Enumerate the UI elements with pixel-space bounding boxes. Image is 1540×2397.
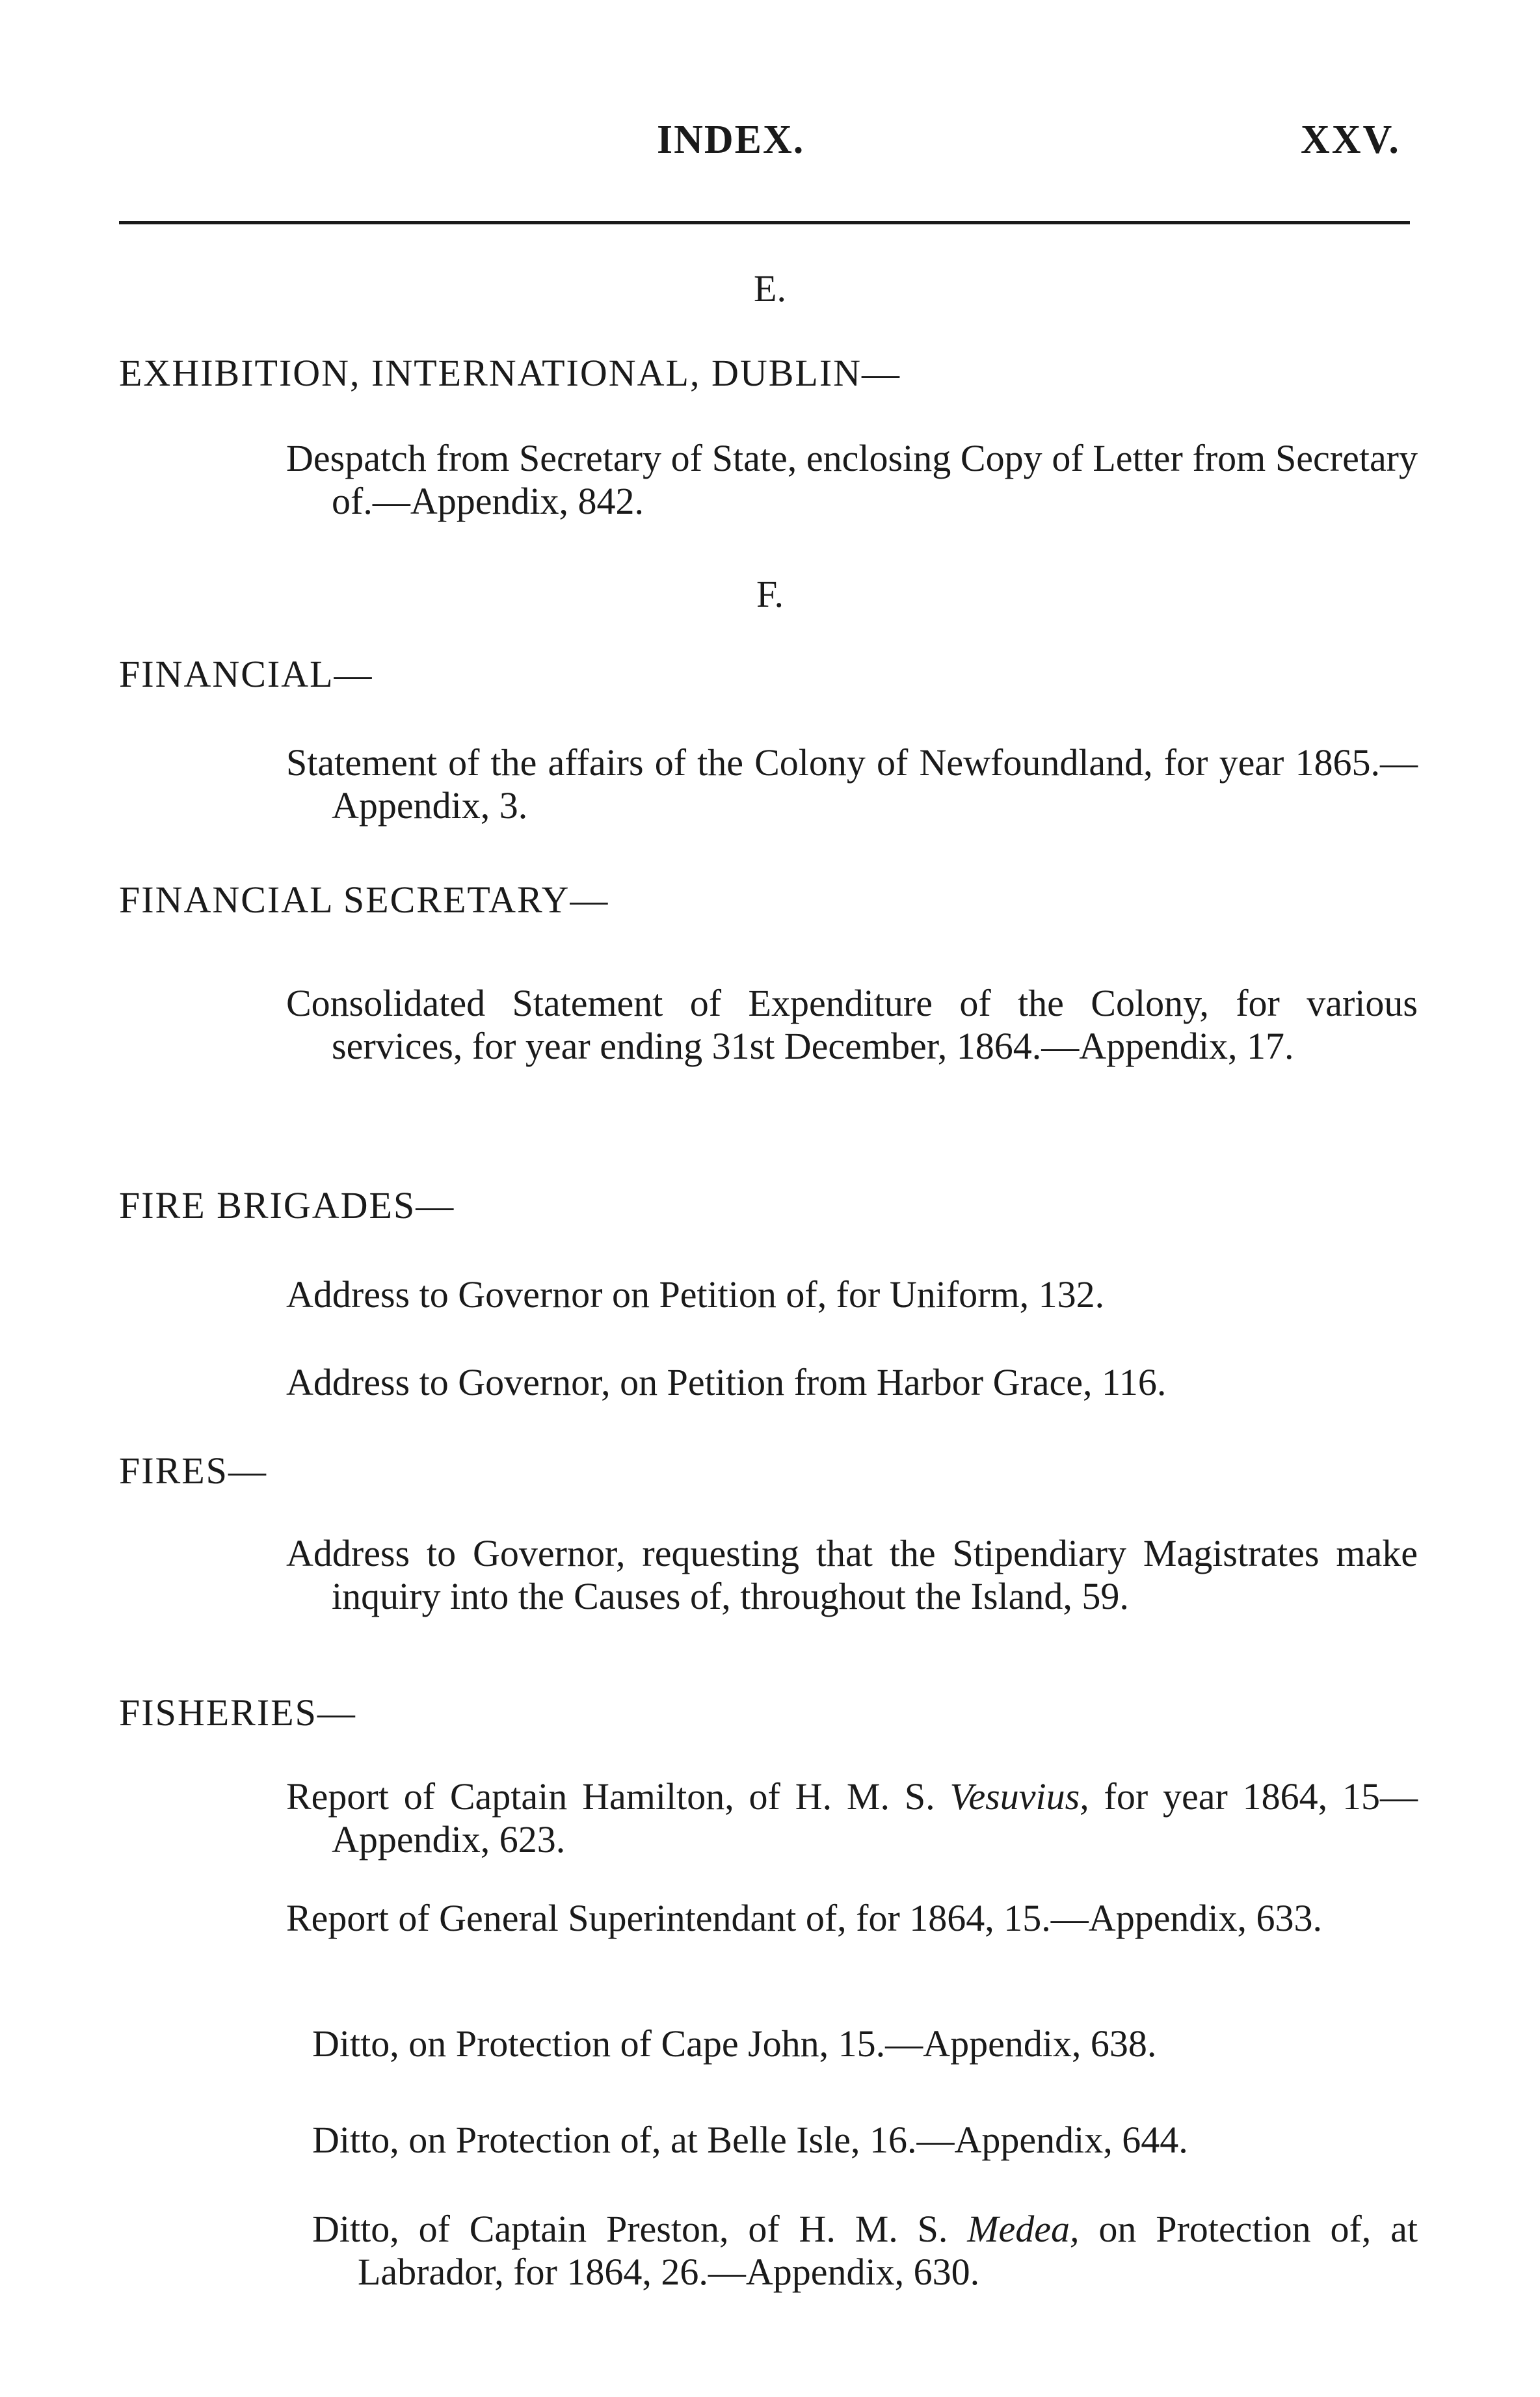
entry-fisheries-hamilton-text: Report of Captain Hamilton, of H. M. S. [286,1775,950,1818]
entry-fires-address: Address to Governor, requesting that the Stipendiary Magistrates make inquiry into the Causes of, throughout the Island, 59. [286,1532,1418,1617]
section-letter-f: F. [756,573,784,615]
entry-financial-statement: Statement of the affairs of the Colony of Newfoundland, for year 1865.—Appendix, 3. [286,741,1418,827]
entry-fire-brigades-harbor-grace: Address to Governor, on Petition from Harbor Grace, 116. [286,1361,1167,1403]
entry-fisheries-hamilton-rest: for year 1864, 15—Appendix, 623. [332,1775,1418,1861]
heading-financial-secretary: FINANCIAL SECRETARY— [119,879,609,921]
entry-fisheries-superintendant: Report of General Superintendant of, for 1864, 15.—Appendix, 633. [286,1897,1323,1939]
running-head [0,117,1540,169]
entry-exhibition-despatch: Despatch from Secretary of State, enclosing Copy of Letter from Secretary of.—Appendix, 842. [286,437,1418,522]
heading-fire-brigades: FIRE BRIGADES— [119,1184,455,1226]
entry-financial-secretary-consolidated: Consolidated Statement of Expenditure of the Colony, for various services, for year ending 31st December, 1864.—Appendix, 17. [286,982,1418,1067]
header-rule [119,221,1410,224]
heading-fires: FIRES— [119,1450,267,1492]
heading-exhibition: EXHIBITION, INTERNATIONAL, DUBLIN— [119,352,901,394]
entry-fisheries-preston-text: Ditto, of Captain Preston, of H. M. S. [312,2208,968,2250]
entry-fire-brigades-uniform: Address to Governor on Petition of, for Uniform, 132. [286,1273,1105,1316]
heading-fisheries: FISHERIES— [119,1691,356,1734]
entry-fisheries-preston [312,2208,1418,2294]
page-title: INDEX. [657,118,805,162]
heading-financial: FINANCIAL— [119,653,373,695]
entry-fisheries-belle-isle: Ditto, on Protection of, at Belle Isle, 16.—Appendix, 644. [312,2119,1188,2161]
ship-name-vesuvius: Vesuvius, [949,1775,1089,1818]
ship-name-medea: Medea, [967,2208,1080,2250]
page-number: XXV. [1301,118,1401,162]
section-letter-e: E. [754,267,786,310]
entry-fisheries-hamilton [286,1775,1418,1861]
entry-fisheries-cape-john: Ditto, on Protection of Cape John, 15.—Appendix, 638. [312,2022,1157,2065]
entry-fisheries-preston-rest: on Protection of, at Labrador, for 1864, 26.—Appendix, 630. [358,2208,1418,2293]
